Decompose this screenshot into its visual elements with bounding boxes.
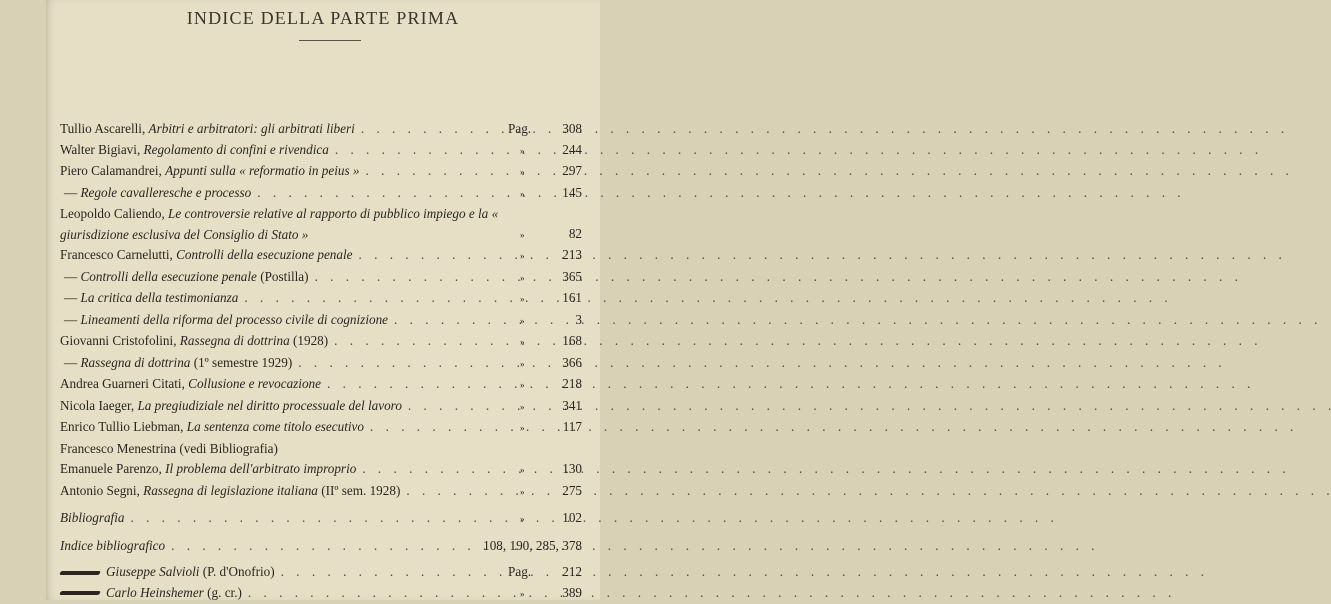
- ditto-mark: »: [506, 268, 560, 289]
- toc-entry-carnelutti-3[interactable]: — La critica della testimonianza . . . » 161: [60, 288, 582, 310]
- page-number: 365: [560, 267, 582, 288]
- mourning-mark: [59, 571, 101, 575]
- page-prefix: Pag.: [506, 119, 560, 140]
- page-number: 308: [560, 119, 582, 140]
- page-number: 212: [560, 562, 582, 583]
- ditto-mark: »: [506, 460, 560, 481]
- page-numbers: 108, 190, 285, 378: [483, 538, 582, 553]
- page-number: 275: [560, 481, 582, 502]
- toc-entry-ascarelli[interactable]: Tullio Ascarelli, Arbitri e arbitratori: gli arbitrati liberi . . . Pag. 308: [60, 119, 582, 140]
- toc-entry-liebman[interactable]: Enrico Tullio Liebman, La sentenza come titolo esecutivo . . . » 117: [60, 417, 582, 439]
- page-number: 82: [560, 224, 582, 245]
- page-number: 366: [560, 353, 582, 374]
- toc-entry-cristofolini[interactable]: Giovanni Cristofolini, Rassegna di dottrina (1928) . . . » 168: [60, 331, 582, 353]
- table-of-contents: [60, 119, 582, 604]
- page-number: 244: [560, 140, 582, 161]
- toc-entry-carnelutti-4[interactable]: — Lineamenti della riforma del processo civile di cognizione . . . » 3: [60, 310, 582, 332]
- toc-entry-guarneri[interactable]: Andrea Guarneri Citati, Collusione e revocazione . . . » 218: [60, 374, 582, 396]
- page-prefix: Pag.: [506, 562, 560, 583]
- page-number: 117: [560, 417, 582, 438]
- ditto-mark: »: [506, 509, 560, 530]
- toc-entry-menestrina[interactable]: Francesco Menestrina (vedi Bibliografia): [60, 439, 582, 460]
- ditto-mark: »: [506, 375, 560, 396]
- ditto-mark: »: [506, 584, 560, 604]
- toc-entry-calamandrei[interactable]: Piero Calamandrei, Appunti sulla « reformatio in peius » . . . » 297: [60, 161, 582, 183]
- ditto-mark: »: [506, 141, 560, 162]
- page-number: 297: [560, 161, 582, 182]
- ditto-mark: »: [506, 162, 560, 183]
- toc-entry-bibliografia[interactable]: Bibliografia . . . » 102: [60, 508, 582, 530]
- page-number: 213: [560, 245, 582, 266]
- ditto-mark: »: [506, 397, 560, 418]
- toc-entry-parenzo[interactable]: Emanuele Parenzo, Il problema dell'arbitrato improprio . . . » 130: [60, 459, 582, 481]
- page-number: 389: [560, 583, 582, 604]
- book-page: [46, 0, 600, 600]
- ditto-mark: »: [506, 332, 560, 353]
- toc-entry-bigiavi[interactable]: Walter Bigiavi, Regolamento di confini e rivendica . . . » 244: [60, 140, 582, 162]
- ditto-mark: »: [506, 225, 560, 246]
- toc-entry-carnelutti[interactable]: Francesco Carnelutti, Controlli della esecuzione penale . . . » 213: [60, 245, 582, 267]
- toc-entry-iaeger[interactable]: Nicola Iaeger, La pregiudiziale nel diritto processuale del lavoro . . . » 341: [60, 396, 582, 418]
- page-number: 3: [560, 310, 582, 331]
- ditto-mark: »: [506, 418, 560, 439]
- toc-entry-caliendo[interactable]: Leopoldo Caliendo, Le controversie relative al rapporto di pubblico impiego e la « giurisdizione esclusiva del Consiglio di Stato » » 82: [60, 204, 582, 245]
- page-number: 130: [560, 459, 582, 480]
- page-number: 341: [560, 396, 582, 417]
- ditto-mark: »: [506, 184, 560, 205]
- ditto-mark: »: [506, 246, 560, 267]
- ditto-mark: »: [506, 311, 560, 332]
- page-number: 102: [560, 508, 582, 529]
- mourning-mark: [59, 591, 101, 595]
- toc-entry-indice-bibliografico[interactable]: Indice bibliografico . . . 108, 190, 285, 378: [60, 536, 582, 557]
- ditto-mark: »: [506, 482, 560, 503]
- toc-entry-calamandrei-2[interactable]: — Regole cavalleresche e processo . . . » 145: [60, 183, 582, 205]
- toc-entry-salvioli[interactable]: Giuseppe Salvioli (P. d'Onofrio) . . . Pag. 212: [60, 562, 582, 583]
- title-rule: [299, 40, 361, 41]
- ditto-mark: »: [506, 354, 560, 375]
- page-number: 161: [560, 288, 582, 309]
- page-number: 168: [560, 331, 582, 352]
- page-title: INDICE DELLA PARTE PRIMA: [46, 8, 600, 29]
- toc-entry-segni[interactable]: Antonio Segni, Rassegna di legislazione italiana (IIº sem. 1928) . . . » 275: [60, 481, 582, 503]
- toc-entry-heinshemer[interactable]: Carlo Heinshemer (g. cr.) . . . » 389: [60, 583, 582, 604]
- page-number: 218: [560, 374, 582, 395]
- toc-entry-cristofolini-2[interactable]: — Rassegna di dottrina (1º semestre 1929) . . . » 366: [60, 353, 582, 375]
- page-number: 145: [560, 183, 582, 204]
- toc-entry-carnelutti-2[interactable]: — Controlli della esecuzione penale (Postilla) . . . » 365: [60, 267, 582, 289]
- ditto-mark: »: [506, 289, 560, 310]
